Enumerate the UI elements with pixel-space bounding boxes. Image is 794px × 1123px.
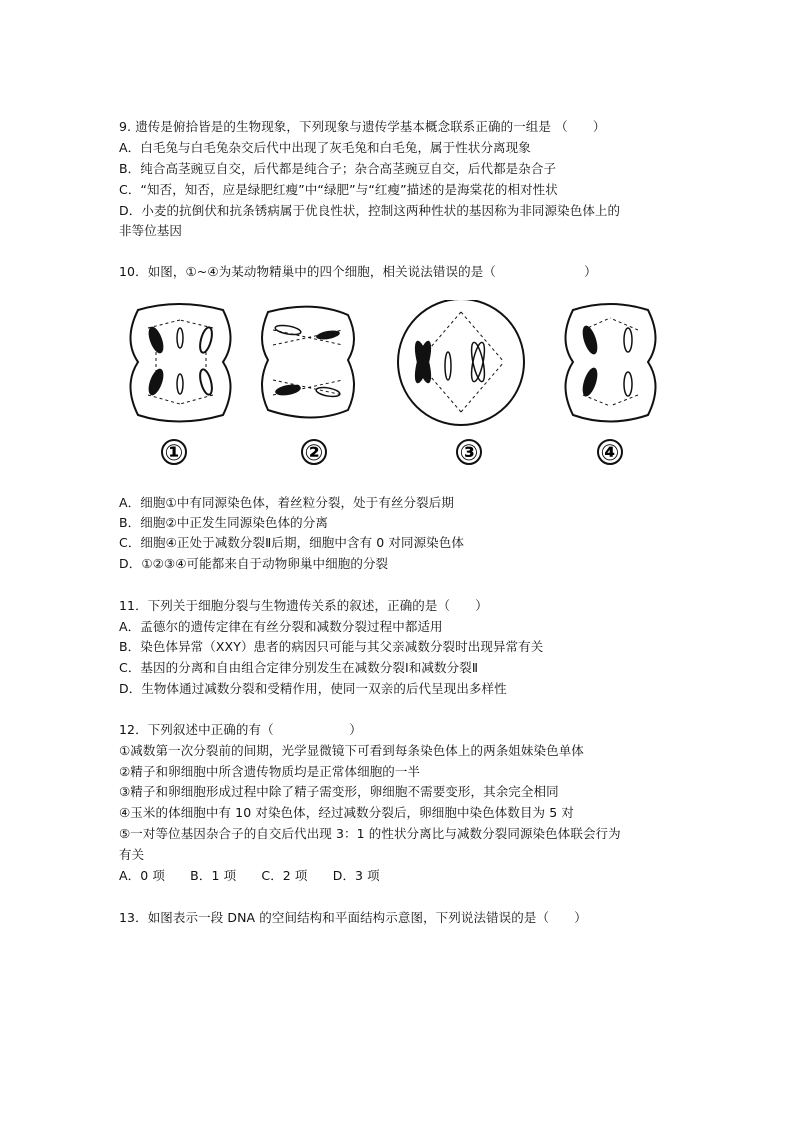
q9-option-c: C．“知否，知否，应是绿肥红瘦”中“绿肥”与“红瘦”描述的是海棠花的相对性状 (119, 182, 558, 197)
cell-4-diagram (566, 304, 656, 422)
q10-option-c: C．细胞④正处于减数分裂Ⅱ后期，细胞中含有 0 对同源染色体 (119, 535, 464, 550)
q11-option-b: B．染色体异常（XXY）患者的病因只可能与其父亲减数分裂时出现异常有关 (119, 639, 544, 654)
cell-2-diagram (262, 307, 354, 418)
q10-option-d: D．①②③④可能都来自于动物卵巢中细胞的分裂 (119, 556, 389, 571)
q10-option-b: B．细胞②中正发生同源染色体的分离 (119, 515, 328, 530)
q12-statement-4: ④玉米的体细胞中有 10 对染色体，经过减数分裂后，卵细胞中染色体数目为 5 对 (119, 805, 574, 820)
q11-option-a: A．孟德尔的遗传定律在有丝分裂和减数分裂过程中都适用 (119, 619, 443, 634)
q11-option-d: D．生物体通过减数分裂和受精作用，使同一双亲的后代呈现出多样性 (119, 681, 507, 696)
cell-label-4: ④ (600, 441, 620, 466)
q9-option-b: B．纯合高茎豌豆自交，后代都是纯合子；杂合高茎豌豆自交，后代都是杂合子 (119, 161, 557, 176)
q12-statement-5-cont: 有关 (119, 847, 145, 862)
q12-statement-2: ②精子和卵细胞中所含遗传物质均是正常体细胞的一半 (119, 764, 421, 779)
cell-label-2: ② (304, 441, 324, 466)
cell-label-3: ③ (459, 441, 479, 466)
q11-option-c: C．基因的分离和自由组合定律分别发生在减数分裂Ⅰ和减数分裂Ⅱ (119, 660, 479, 675)
q11-stem: 11．下列关于细胞分裂与生物遗传关系的叙述，正确的是（ ） (119, 598, 488, 613)
q9-option-d-cont: 非等位基因 (119, 223, 183, 238)
cell-label-1: ① (164, 441, 184, 466)
q10-option-a: A．细胞①中有同源染色体，着丝粒分裂，处于有丝分裂后期 (119, 495, 454, 510)
q9-option-d: D．小麦的抗倒伏和抗条锈病属于优良性状，控制这两种性状的基因称为非同源染色体上的 (119, 203, 621, 218)
cell-division-figure (128, 300, 668, 475)
q12-statement-1: ①减数第一次分裂前的间期，光学显微镜下可看到每条染色体上的两条姐妹染色单体 (119, 743, 584, 758)
q10-stem: 10．如图，①~④为某动物精巢中的四个细胞，相关说法错误的是（ ） (119, 264, 597, 279)
q12-options: A．0 项 B．1 项 C．2 项 D．3 项 (119, 868, 380, 883)
cell-1-diagram (131, 304, 231, 422)
q12-stem: 12．下列叙述中正确的有（ ） (119, 722, 362, 737)
q13-stem: 13．如图表示一段 DNA 的空间结构和平面结构示意图，下列说法错误的是（ ） (119, 910, 587, 925)
q9-stem: 9. 遗传是俯拾皆是的生物现象，下列现象与遗传学基本概念联系正确的一组是 （ ） (119, 119, 606, 134)
q12-statement-3: ③精子和卵细胞形成过程中除了精子需变形，卵细胞不需要变形，其余完全相同 (119, 784, 559, 799)
q9-option-a: A．白毛兔与白毛兔杂交后代中出现了灰毛兔和白毛兔，属于性状分离现象 (119, 140, 531, 155)
q12-statement-5: ⑤一对等位基因杂合子的自交后代出现 3：1 的性状分离比与减数分裂同源染色体联会行为 (119, 826, 621, 841)
